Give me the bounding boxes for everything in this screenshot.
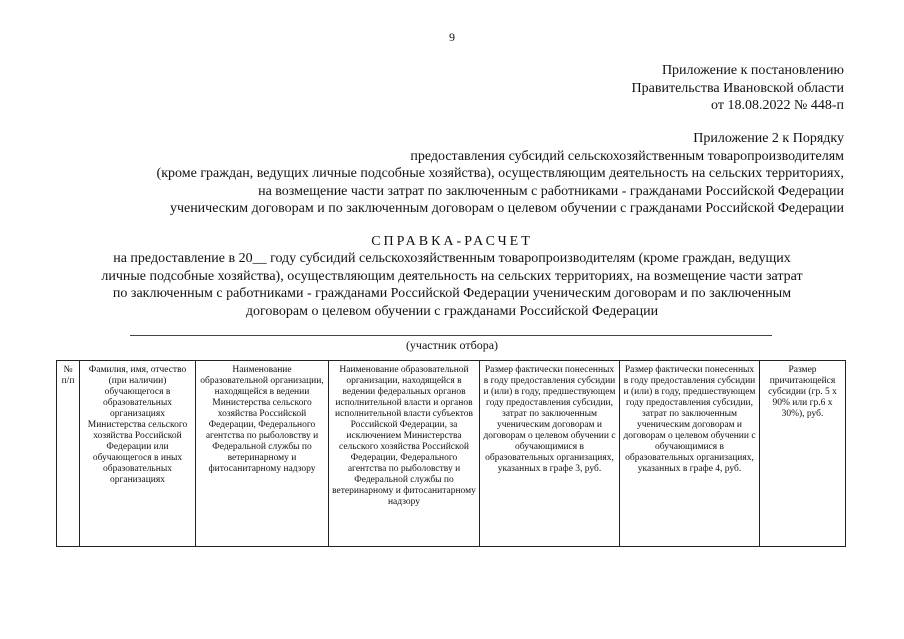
table-header-cell: Наименование образовательной организации, находящейся в ведении федеральных органов исполнительной власти и органов исполнительной власти субъектов Российской Федерации, за исключением Министерства сельского хозяйства Российской Федерации, Федерального агентства по рыболовству и Федеральной службы по ветеринарному и фитосанитарному надзору — [329, 361, 480, 547]
table-header-cell: Размер причитающейся субсидии (гр. 5 x 90% или гр.6 x 30%), руб. — [760, 361, 846, 547]
appendix-header-line: Приложение к постановлению — [661, 63, 844, 78]
procedure-appendix-line: (кроме граждан, ведущих личные подсобные хозяйства), осуществляющим деятельность на сельских территориях, — [156, 166, 844, 181]
procedure-appendix-line: на возмещение части затрат по заключенным с работниками - гражданами Российской Федерации — [258, 183, 844, 199]
appendix-header-line: Правительства Ивановской области — [631, 80, 844, 96]
participant-fill-line — [130, 335, 772, 336]
procedure-appendix-line: ученическим договорам и по заключенным договорам о целевом обучении с гражданами Российской Федерации — [169, 201, 844, 216]
procedure-appendix-header — [157, 130, 844, 218]
document-title: СПРАВКА-РАСЧЕТ — [371, 234, 533, 249]
appendix-header — [632, 62, 844, 115]
procedure-appendix-line: предоставления субсидий сельскохозяйственным товаропроизводителям — [410, 148, 844, 164]
table-header-cell: № п/п — [57, 361, 80, 547]
subtitle-line: по заключенным с работниками - гражданами Российской Федерации ученическим договорам и по заключенным — [112, 286, 792, 301]
document-subtitle — [80, 250, 824, 320]
table-header-cell: Фамилия, имя, отчество (при наличии) обучающегося в образовательных организациях Министерства сельского хозяйства Российской Федерации или обучающегося в иных образовательных организациях — [80, 361, 196, 547]
table-header-cell: Размер фактически понесенных в году предоставления субсидии и (или) в году, предшествующем году предоставления субсидии, затрат по заключенным ученическим договорам и договорам о целевом обучении с обучающимися в образовательных организациях, указанных в графе 3, руб. — [480, 361, 620, 547]
subtitle-line: на предоставление в 20__ году субсидий сельскохозяйственным товаропроизводителям (кроме граждан, ведущих — [113, 251, 791, 266]
table-header-cell: Размер фактически понесенных в году предоставления субсидии и (или) в году, предшествующем году предоставления субсидии, затрат по заключенным ученическим договорам и договорам о целевом обучении с обучающимися в образовательных организациях, указанных в графе 4, руб. — [620, 361, 760, 547]
appendix-header-line: от 18.08.2022 № 448-п — [711, 98, 844, 113]
subtitle-line: личные подсобные хозяйства), осуществляющим деятельность на сельских территориях, на возмещение части затрат — [101, 268, 803, 284]
subtitle-line: договорам о целевом обучении с гражданами Российской Федерации — [245, 303, 659, 319]
table-header-row — [57, 361, 846, 547]
page-number: 9 — [449, 30, 455, 44]
calculation-table — [56, 360, 846, 547]
participant-label: (участник отбора) — [405, 338, 499, 352]
table-header-cell: Наименование образовательной организации, находящейся в ведении Министерства сельского хозяйства Российской Федерации, Федерального агентства по рыболовству и Федеральной службы по ветеринарному и фитосанитарному надзору — [196, 361, 329, 547]
procedure-appendix-line: Приложение 2 к Порядку — [693, 131, 844, 146]
